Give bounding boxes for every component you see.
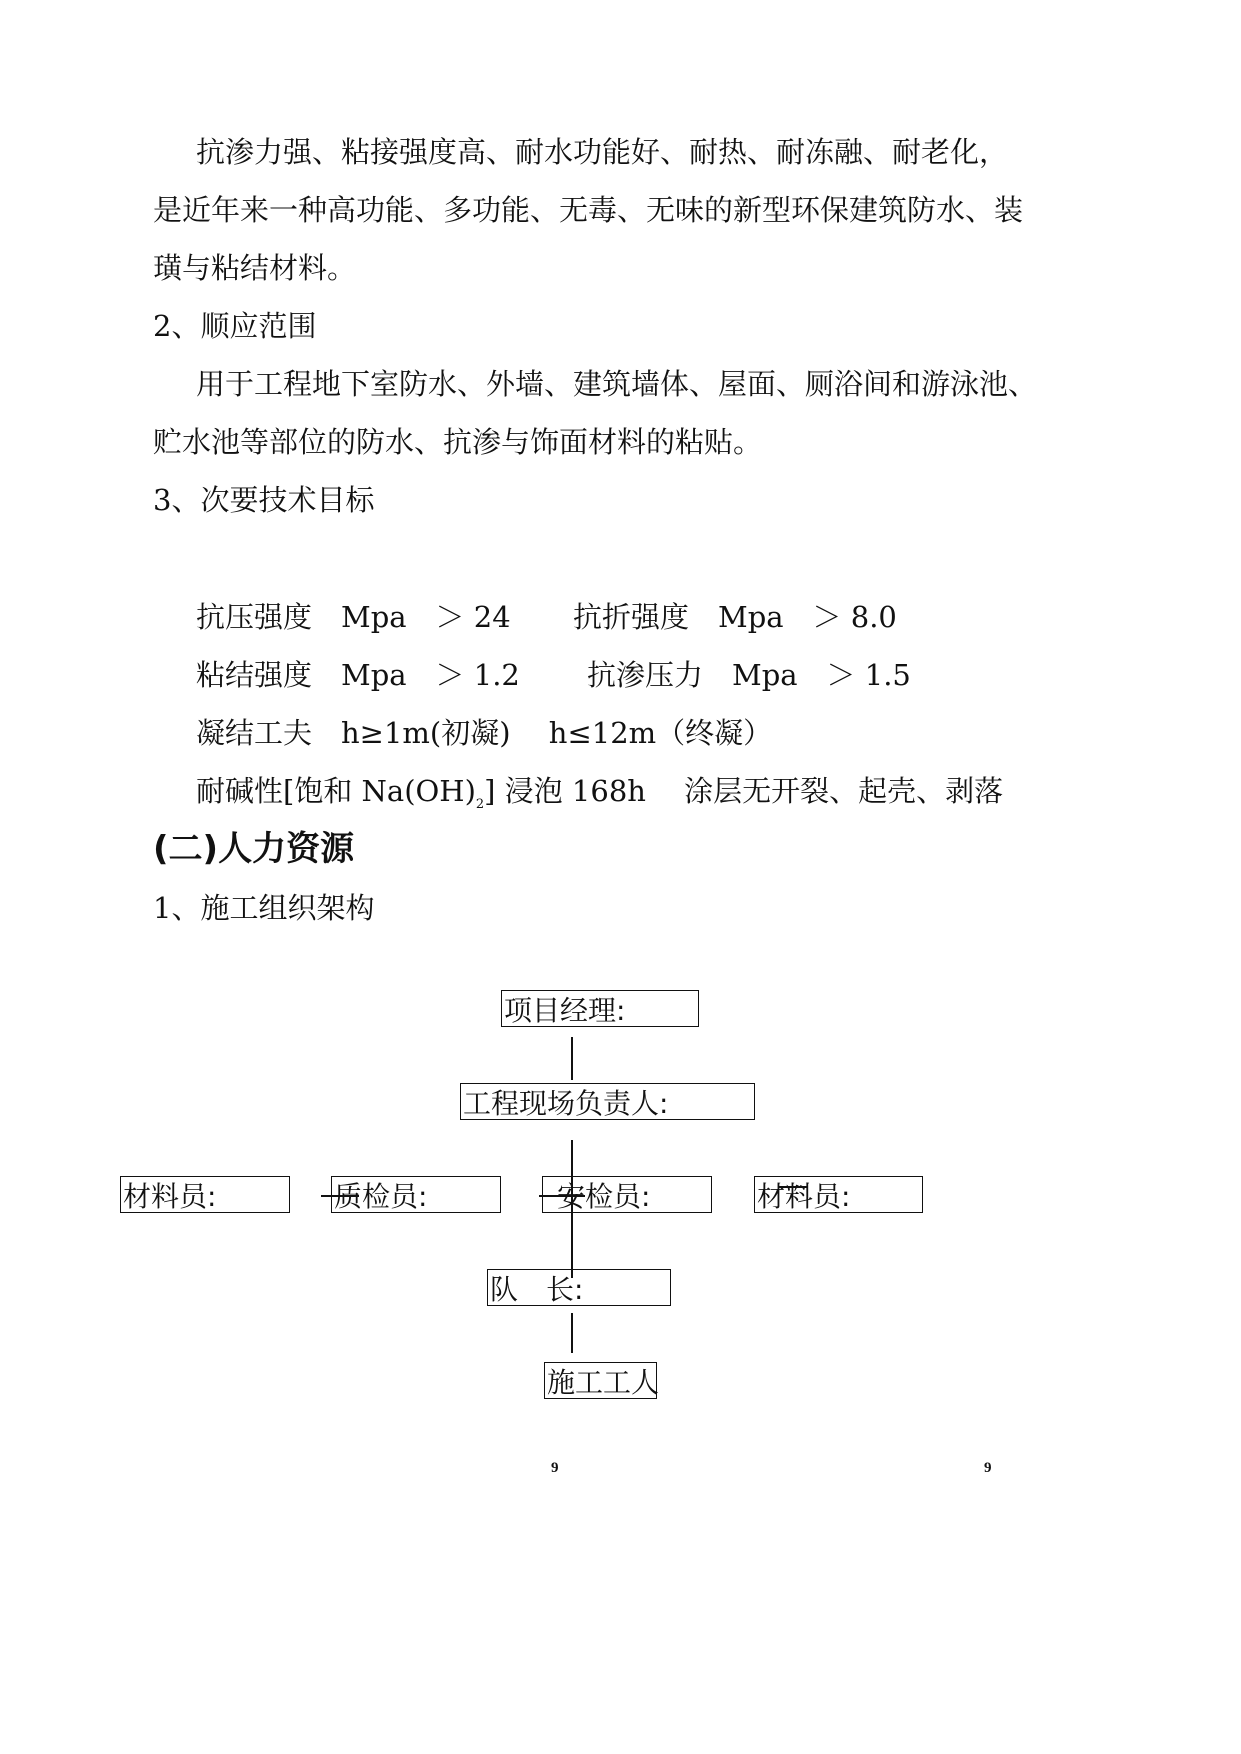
spec-setting-time: 凝结工夫 h≥1m(初凝) h≤12m（终凝）: [196, 716, 773, 750]
connector-stub: [539, 1195, 585, 1197]
paragraph-line: 抗渗力强、粘接强度高、耐水功能好、耐热、耐冻融、耐老化，: [196, 135, 1009, 169]
org-box-workers: [544, 1362, 660, 1399]
connector-line: [571, 1037, 573, 1080]
org-box-captain: [487, 1269, 671, 1306]
org-label: 队 长:: [490, 1272, 584, 1306]
org-label: 安检员:: [557, 1179, 651, 1213]
spec-flexural: 抗折强度 Mpa ＞ 8.0: [573, 600, 897, 634]
org-label: 施工工人: [547, 1365, 660, 1399]
org-box-material-right: [754, 1176, 923, 1213]
org-label: 项目经理:: [504, 993, 626, 1027]
org-box-manager: [501, 990, 699, 1027]
paragraph-line: 璜与粘结材料。: [153, 251, 357, 285]
spec-compressive: 抗压强度 Mpa ＞ 24: [196, 600, 511, 634]
spec-bond: 粘结强度 Mpa ＞ 1.2: [196, 658, 520, 692]
page-number-right: 9: [984, 1460, 992, 1476]
subheading-scope: 2、顺应范围: [153, 309, 317, 343]
spec-impermeability: 抗渗压力 Mpa ＞ 1.5: [587, 658, 911, 692]
spec-alkali: [196, 774, 1004, 812]
connector-line: [571, 1313, 573, 1353]
paragraph-line: 是近年来一种高功能、多功能、无毒、无味的新型环保建筑防水、装: [153, 193, 1024, 227]
org-label: 工程现场负责人:: [463, 1086, 669, 1120]
paragraph-line: 贮水池等部位的防水、抗渗与饰面材料的粘贴。: [153, 425, 763, 459]
subheading-specs: 3、次要技术目标: [153, 483, 375, 517]
spec-alkali-pre: 耐碱性[饱和 Na(OH): [196, 774, 476, 808]
section-subheading: 1、施工组织架构: [153, 891, 375, 925]
spec-alkali-sub: 2: [475, 796, 485, 812]
page-number-center: 9: [551, 1460, 559, 1476]
org-label: 材料员:: [123, 1179, 217, 1213]
paragraph-line: 用于工程地下室防水、外墙、建筑墙体、屋面、厕浴间和游泳池、: [196, 367, 1038, 401]
section-title: (二)人力资源: [153, 829, 355, 869]
org-box-material-left: [120, 1176, 290, 1213]
org-box-site-lead: [460, 1083, 755, 1120]
org-label: 质检员:: [334, 1179, 428, 1213]
org-label: 材料员:: [757, 1179, 851, 1213]
spec-alkali-post: ] 浸泡 168h 涂层无开裂、起壳、剥落: [484, 774, 1004, 808]
connector-stub: [778, 1186, 808, 1188]
connector-stub: [321, 1195, 359, 1197]
